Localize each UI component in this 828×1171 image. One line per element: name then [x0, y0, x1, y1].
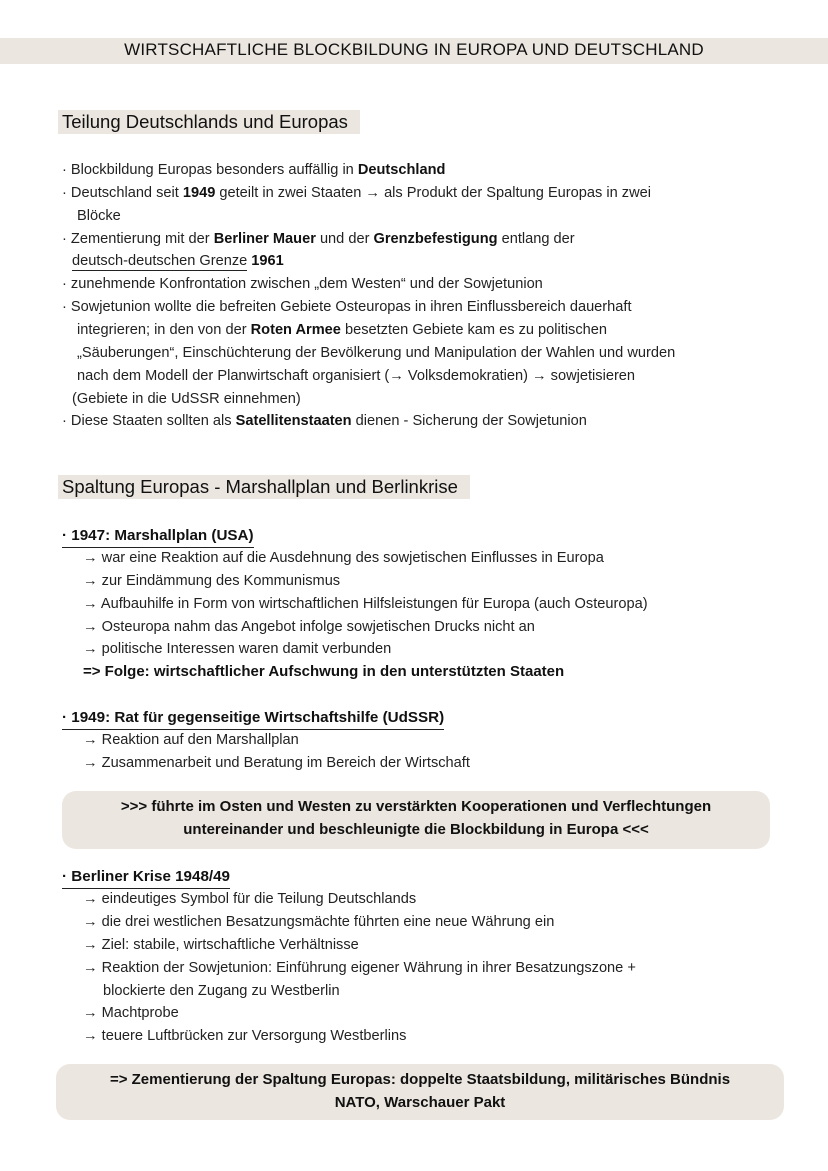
udssr-item: → Zusammenarbeit und Beratung im Bereich der Wirtschaft: [83, 755, 470, 771]
bullet-konfrontation: · zunehmende Konfrontation zwischen „dem Westen“ und der Sowjetunion: [62, 276, 543, 292]
berlin-item: → eindeutiges Symbol für die Teilung Deutschlands: [83, 891, 417, 907]
summary-box-line: NATO, Warschauer Pakt: [334, 1094, 506, 1111]
summary-box-kooperation: [62, 791, 770, 849]
marshall-item: → politische Interessen waren damit verbunden: [83, 641, 392, 657]
marshall-result: => Folge: wirtschaftlicher Aufschwung in den unterstützten Staaten: [83, 663, 565, 680]
bullet-satelliten: · Diese Staaten sollten als Satellitenstaaten dienen - Sicherung der Sowjetunion: [62, 413, 587, 429]
bullet-zementierung-cont: deutsch-deutschen Grenze 1961: [72, 253, 284, 269]
berlin-item: → Reaktion der Sowjetunion: Einführung eigener Währung in ihrer Besatzungszone +: [83, 960, 636, 976]
berlin-item: → die drei westlichen Besatzungsmächte führten eine neue Währung ein: [83, 914, 555, 930]
marshall-item: → war eine Reaktion auf die Ausdehnung des sowjetischen Einflusses in Europa: [83, 550, 604, 566]
subheading-berliner-krise: · Berliner Krise 1948/49: [62, 867, 230, 889]
bullet-sowjetunion-l5: (Gebiete in die UdSSR einnehmen): [72, 391, 301, 407]
section-heading-spaltung: Spaltung Europas - Marshallplan und Berlinkrise: [58, 475, 470, 499]
bullet-sowjetunion-l3: „Säuberungen“, Einschüchterung der Bevölkerung und Manipulation der Wahlen und wurden: [77, 345, 676, 361]
bullet-1949: · Deutschland seit 1949 geteilt in zwei Staaten → als Produkt der Spaltung Europas in zwei: [62, 185, 651, 201]
subheading-udssr: · 1949: Rat für gegenseitige Wirtschaftshilfe (UdSSR): [62, 708, 444, 730]
marshall-item: → Osteuropa nahm das Angebot infolge sowjetischen Drucks nicht an: [83, 619, 535, 635]
summary-box-line: >>> führte im Osten und Westen zu verstärkten Kooperationen und Verflechtungen: [120, 798, 712, 815]
marshall-item: → Aufbauhilfe in Form von wirtschaftlichen Hilfsleistungen für Europa (auch Osteuropa): [83, 596, 648, 612]
berlin-item-cont: blockierte den Zugang zu Westberlin: [103, 983, 340, 999]
section-heading-teilung: Teilung Deutschlands und Europas: [58, 110, 360, 134]
summary-box-zementierung: [56, 1064, 784, 1120]
berlin-item: → Ziel: stabile, wirtschaftliche Verhältnisse: [83, 937, 359, 953]
marshall-item: → zur Eindämmung des Kommunismus: [83, 573, 341, 589]
bullet-blockbildung: · Blockbildung Europas besonders auffällig in Deutschland: [62, 162, 446, 178]
berlin-item: → Machtprobe: [83, 1005, 179, 1021]
summary-box-line: => Zementierung der Spaltung Europas: doppelte Staatsbildung, militärisches Bündnis: [109, 1071, 731, 1088]
berlin-item: → teuere Luftbrücken zur Versorgung Westberlins: [83, 1028, 407, 1044]
page-title: WIRTSCHAFTLICHE BLOCKBILDUNG IN EUROPA UND DEUTSCHLAND: [124, 40, 704, 59]
udssr-item: → Reaktion auf den Marshallplan: [83, 732, 299, 748]
bullet-1949-cont: Blöcke: [77, 208, 121, 224]
bullet-sowjetunion-l2: integrieren; in den von der Roten Armee besetzten Gebiete kam es zu politischen: [77, 322, 608, 338]
subheading-marshallplan: · 1947: Marshallplan (USA): [62, 526, 254, 548]
bullet-sowjetunion: · Sowjetunion wollte die befreiten Gebiete Osteuropas in ihren Einflussbereich dauerhaft: [62, 299, 632, 315]
summary-box-line: untereinander und beschleunigte die Blockbildung in Europa <<<: [183, 821, 649, 838]
bullet-zementierung: · Zementierung mit der Berliner Mauer und der Grenzbefestigung entlang der: [62, 231, 575, 247]
bullet-sowjetunion-l4: nach dem Modell der Planwirtschaft organisiert (→ Volksdemokratien) → sowjetisieren: [77, 368, 636, 384]
